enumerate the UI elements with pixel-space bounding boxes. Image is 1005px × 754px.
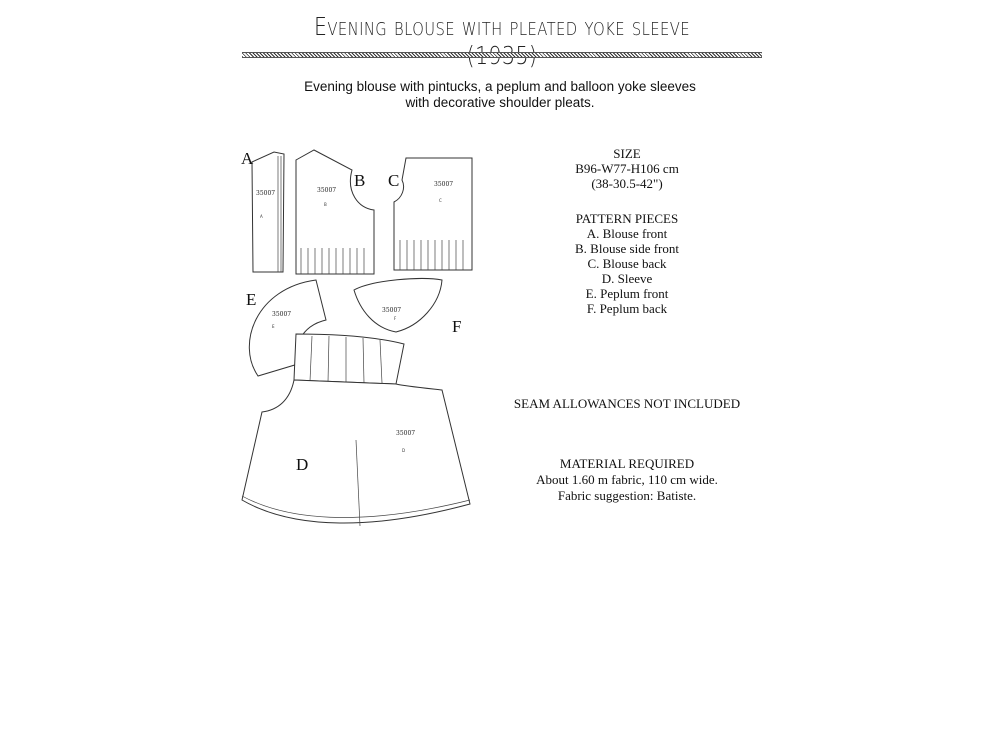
page-title: Evening blouse with pleated yoke sleeve xyxy=(314,12,690,41)
title-rule xyxy=(242,52,762,58)
piece-f-letter: F xyxy=(394,316,397,321)
piece-e-letter: E xyxy=(272,324,275,329)
piece-label-f: F xyxy=(452,317,462,336)
material-suggestion: Fabric suggestion: Batiste. xyxy=(557,488,697,503)
piece-label-e: E xyxy=(246,290,257,309)
piece-f-number: 35007 xyxy=(382,307,402,314)
pattern-piece-item: B. Blouse side front xyxy=(575,241,679,256)
piece-label-c: C xyxy=(388,171,400,190)
size-block xyxy=(527,146,727,191)
piece-e-number: 35007 xyxy=(272,311,292,318)
pattern-pieces-heading: PATTERN PIECES xyxy=(575,211,679,226)
description-line-1: Evening blouse with pintucks, a peplum and balloon yoke sleeves xyxy=(304,79,696,94)
pattern-piece-item: E. Peplum front xyxy=(585,286,669,301)
material-amount: About 1.60 m fabric, 110 cm wide. xyxy=(536,472,718,487)
piece-c-letter: C xyxy=(439,198,442,203)
material-heading: MATERIAL REQUIRED xyxy=(559,456,695,471)
size-imperial: (38-30.5-42") xyxy=(591,176,663,191)
piece-label-a: A xyxy=(241,149,254,168)
pattern-pieces-diagram xyxy=(234,140,484,535)
piece-b-number: 35007 xyxy=(317,187,337,194)
piece-label-d: D xyxy=(296,455,309,474)
piece-c xyxy=(394,158,472,270)
piece-a-letter: A xyxy=(260,214,263,219)
piece-f xyxy=(354,278,442,332)
piece-b-letter: B xyxy=(324,202,327,207)
pattern-piece-item: A. Blouse front xyxy=(586,226,668,241)
description-line-2: with decorative shoulder pleats. xyxy=(405,95,595,110)
pattern-pieces-block xyxy=(527,211,727,316)
size-metric: B96-W77-H106 cm xyxy=(575,161,679,176)
piece-b xyxy=(296,150,374,274)
piece-c-number: 35007 xyxy=(434,181,454,188)
piece-a xyxy=(252,152,284,272)
size-heading: SIZE xyxy=(613,146,641,161)
pattern-piece-item: C. Blouse back xyxy=(587,256,667,271)
piece-d-letter: D xyxy=(402,448,406,453)
piece-a-number: 35007 xyxy=(256,190,276,197)
material-block xyxy=(497,456,757,504)
piece-d-number: 35007 xyxy=(396,430,416,437)
piece-label-b: B xyxy=(354,171,366,190)
pattern-piece-item: D. Sleeve xyxy=(601,271,653,286)
description xyxy=(250,79,750,111)
pattern-piece-item: F. Peplum back xyxy=(586,301,668,316)
seam-allowance-note: SEAM ALLOWANCES NOT INCLUDED xyxy=(513,396,741,411)
